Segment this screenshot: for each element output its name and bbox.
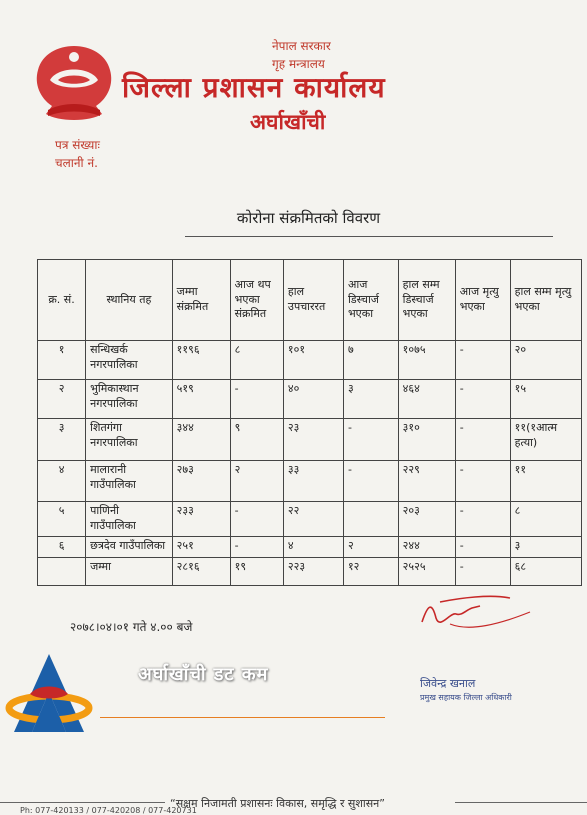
table-cell: २	[230, 461, 283, 502]
table-cell: मालारानी गाउँपालिका	[86, 461, 173, 502]
table-cell: १०७५	[398, 341, 455, 380]
table-cell: ३	[510, 536, 581, 557]
nepal-emblem-icon	[28, 40, 120, 128]
table-cell: सन्धिखर्क नगरपालिका	[86, 341, 173, 380]
table-cell: २२३	[283, 557, 343, 585]
table-row	[38, 536, 582, 557]
table-cell: ११९६	[172, 341, 230, 380]
table-cell: ८	[510, 502, 581, 537]
table-cell: ४०	[283, 380, 343, 419]
signature-scribble	[410, 592, 560, 642]
table-row	[38, 461, 582, 502]
footer-rule-left	[0, 802, 165, 803]
header-cell: स्थानिय तह	[86, 260, 173, 341]
table-cell: -	[230, 536, 283, 557]
table-cell: २२९	[398, 461, 455, 502]
ministry-name: गृह मन्त्रालय	[272, 57, 325, 71]
table-cell	[38, 557, 86, 585]
table-cell: -	[455, 419, 510, 461]
table-cell: ३१०	[398, 419, 455, 461]
table-cell: ३	[38, 419, 86, 461]
table-cell: -	[455, 341, 510, 380]
footer-rule-right	[455, 802, 587, 803]
table-cell: ४६४	[398, 380, 455, 419]
table-cell: -	[343, 419, 398, 461]
dispatch-number-label: चलानी नं.	[55, 156, 98, 170]
table-row	[38, 380, 582, 419]
table-cell: २	[38, 380, 86, 419]
header-cell: हाल सम्म डिस्चार्ज भएका	[398, 260, 455, 341]
table-row	[38, 419, 582, 461]
table-cell: -	[455, 461, 510, 502]
table-cell: २२	[283, 502, 343, 537]
table-cell: २३३	[172, 502, 230, 537]
table-cell: -	[455, 557, 510, 585]
table-row	[38, 341, 582, 380]
table-cell: छत्रदेव गाउँपालिका	[86, 536, 173, 557]
report-date: २०७८।०४।०१ गते ४.०० बजे	[70, 620, 193, 634]
table-cell: ५	[38, 502, 86, 537]
header-cell: हाल उपचाररत	[283, 260, 343, 341]
table-cell: २५१	[172, 536, 230, 557]
table-cell: २	[343, 536, 398, 557]
phone-numbers: Ph: 077-420133 / 077-420208 / 077-420731	[20, 806, 197, 815]
table-cell: २०३	[398, 502, 455, 537]
table-row	[38, 502, 582, 537]
table-cell: १९	[230, 557, 283, 585]
table-cell	[343, 502, 398, 537]
table-cell: -	[343, 461, 398, 502]
table-cell: ६८	[510, 557, 581, 585]
table-cell: ७	[343, 341, 398, 380]
signatory-stamp-title: प्रमुख सहायक जिल्ला अधिकारी	[420, 693, 512, 702]
office-title: जिल्ला प्रशासन कार्यालय	[122, 71, 386, 104]
header-cell: आज डिस्चार्ज भएका	[343, 260, 398, 341]
total-row	[38, 557, 582, 585]
document-title: कोरोना संक्रमितको विवरण	[236, 209, 381, 227]
table-cell: पाणिनी गाउँपालिका	[86, 502, 173, 537]
header-cell: हाल सम्म मृत्यु भएका	[510, 260, 581, 341]
table-cell: २८१६	[172, 557, 230, 585]
table-cell: ३४४	[172, 419, 230, 461]
table-cell: ९	[230, 419, 283, 461]
table-cell: जम्मा	[86, 557, 173, 585]
table-cell: २४४	[398, 536, 455, 557]
table-cell: ११	[510, 461, 581, 502]
office-motto: “सक्षम निजामती प्रशासनः विकास, समृद्धि र सुशासन”	[170, 797, 385, 810]
table-cell: भुमिकास्थान नगरपालिका	[86, 380, 173, 419]
government-name: नेपाल सरकार	[272, 39, 331, 53]
table-cell: -	[230, 502, 283, 537]
table-cell: ५१९	[172, 380, 230, 419]
table-cell: शितगंगा नगरपालिका	[86, 419, 173, 461]
title-underline	[185, 236, 553, 237]
table-cell: -	[230, 380, 283, 419]
table-cell: २३	[283, 419, 343, 461]
table-cell: ३३	[283, 461, 343, 502]
table-cell: १५	[510, 380, 581, 419]
table-cell: २७३	[172, 461, 230, 502]
table-cell: ४	[283, 536, 343, 557]
district-name: अर्घाखाँची	[250, 110, 326, 134]
table-cell: ६	[38, 536, 86, 557]
table-cell: १०१	[283, 341, 343, 380]
header-cell: जम्मा संक्रमित	[172, 260, 230, 341]
divider-line	[100, 717, 385, 718]
table-cell: -	[455, 380, 510, 419]
table-cell: ८	[230, 341, 283, 380]
covid-report-table	[37, 259, 582, 586]
table-cell: -	[455, 536, 510, 557]
site-logo-icon	[2, 648, 96, 740]
letter-number-label: पत्र संख्याः	[55, 138, 100, 152]
table-cell: -	[455, 502, 510, 537]
watermark-text: अर्घाखाँची डट कम	[138, 664, 269, 685]
table-cell: २०	[510, 341, 581, 380]
table-cell: १	[38, 341, 86, 380]
header-cell: आज मृत्यु भएका	[455, 260, 510, 341]
header-cell: आज थप भएका संक्रमित	[230, 260, 283, 341]
table-cell: ११(१आत्म हत्या)	[510, 419, 581, 461]
table-cell: ४	[38, 461, 86, 502]
table-header-row	[38, 260, 582, 341]
header-cell: क्र. सं.	[38, 260, 86, 341]
table-cell: १२	[343, 557, 398, 585]
table-cell: २५२५	[398, 557, 455, 585]
signatory-stamp-name: जिवेन्द्र खनाल	[420, 677, 476, 690]
table-cell: ३	[343, 380, 398, 419]
